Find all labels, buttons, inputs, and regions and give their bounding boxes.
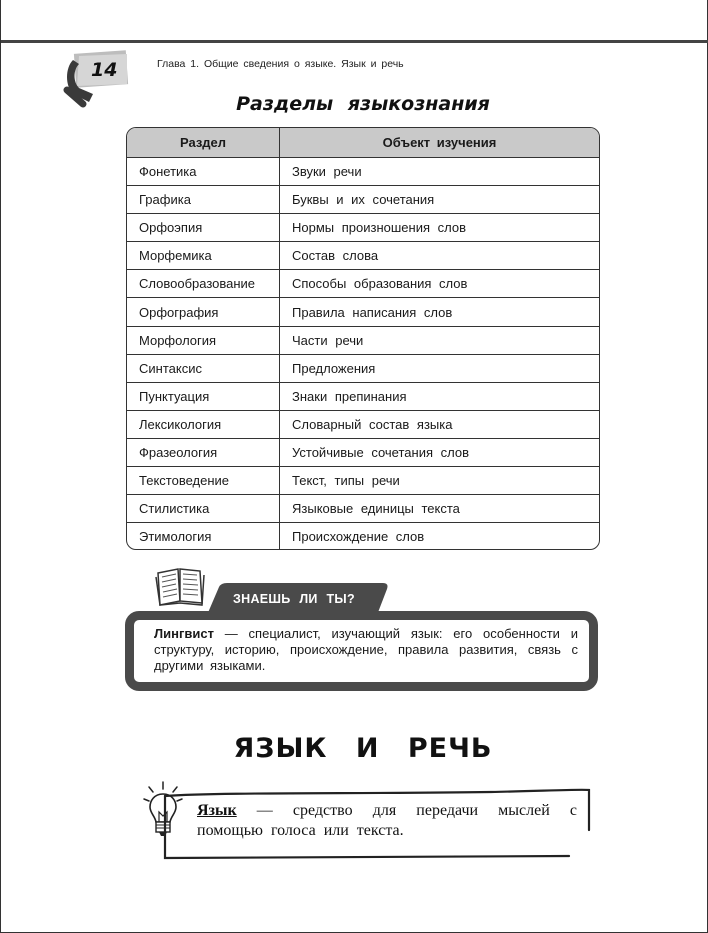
table-row xyxy=(127,523,599,550)
object-cell: Словарный состав языка xyxy=(280,410,600,438)
definition-term: Язык xyxy=(197,802,237,819)
object-cell: Предложения xyxy=(280,354,600,382)
table-row xyxy=(127,326,599,354)
table-row xyxy=(127,410,599,438)
top-rule xyxy=(1,40,708,43)
definition-body: — средство для передачи мыслей с помощью голоса или текста. xyxy=(197,802,577,839)
did-you-know-label: ЗНАЕШЬ ЛИ ТЫ? xyxy=(233,592,355,606)
object-cell: Звуки речи xyxy=(280,158,600,186)
section-cell: Орфоэпия xyxy=(127,214,280,242)
linguistics-table xyxy=(126,127,600,550)
object-cell: Происхождение слов xyxy=(292,529,425,545)
table-row xyxy=(127,270,599,298)
object-cell: Способы образования слов xyxy=(280,270,600,298)
object-cell: Текст, типы речи xyxy=(280,467,600,495)
did-you-know-definition: — специалист, изучающий язык: его особенности и структуру, историю, происхождение, правила развития, связь с другими языками. xyxy=(154,626,578,673)
did-you-know-tab xyxy=(207,583,393,615)
section-cell: Морфемика xyxy=(127,242,280,270)
column-header: Раздел xyxy=(127,128,280,158)
definition-text xyxy=(197,801,577,841)
did-you-know-term: Лингвист xyxy=(154,626,214,641)
object-cell: Правила написания слов xyxy=(280,298,600,326)
section-cell: Фонетика xyxy=(127,158,280,186)
section-cell: Этимология xyxy=(127,523,280,550)
table-row xyxy=(127,495,599,523)
table-row xyxy=(127,438,599,466)
object-cell: Буквы и их сочетания xyxy=(280,186,600,214)
section-cell: Лексикология xyxy=(127,410,280,438)
open-book-icon xyxy=(154,565,206,607)
table-row xyxy=(127,214,599,242)
object-cell: Нормы произношения слов xyxy=(280,214,600,242)
section-cell: Пунктуация xyxy=(127,382,280,410)
chapter-header: Глава 1. Общие сведения о языке. Язык и речь xyxy=(157,58,404,70)
table-row xyxy=(127,467,599,495)
object-cell: Языковые единицы текста xyxy=(280,495,600,523)
section-cell: Фразеология xyxy=(127,438,280,466)
section-cell: Стилистика xyxy=(127,495,280,523)
section-cell: Графика xyxy=(127,186,280,214)
table-row xyxy=(127,354,599,382)
object-cell: Состав слова xyxy=(280,242,600,270)
object-cell: Части речи xyxy=(280,326,600,354)
section-title: Разделы языкознания xyxy=(236,93,490,115)
section-cell: Морфология xyxy=(127,326,280,354)
object-cell: Устойчивые сочетания слов xyxy=(280,438,600,466)
table-row xyxy=(127,158,599,186)
table-row xyxy=(127,298,599,326)
chapter-heading: ЯЗЫК И РЕЧЬ xyxy=(233,733,493,764)
table-header-row xyxy=(127,128,599,158)
section-cell: Синтаксис xyxy=(127,354,280,382)
section-cell: Текстоведение xyxy=(127,467,280,495)
column-header: Объект изучения xyxy=(280,128,600,158)
section-cell: Словообразование xyxy=(127,270,280,298)
section-cell: Орфография xyxy=(127,298,280,326)
table-row xyxy=(127,382,599,410)
object-cell: Знаки препинания xyxy=(280,382,600,410)
did-you-know-text xyxy=(154,626,578,674)
table-row xyxy=(127,242,599,270)
table-row xyxy=(127,186,599,214)
page-number: 14 xyxy=(91,59,118,81)
